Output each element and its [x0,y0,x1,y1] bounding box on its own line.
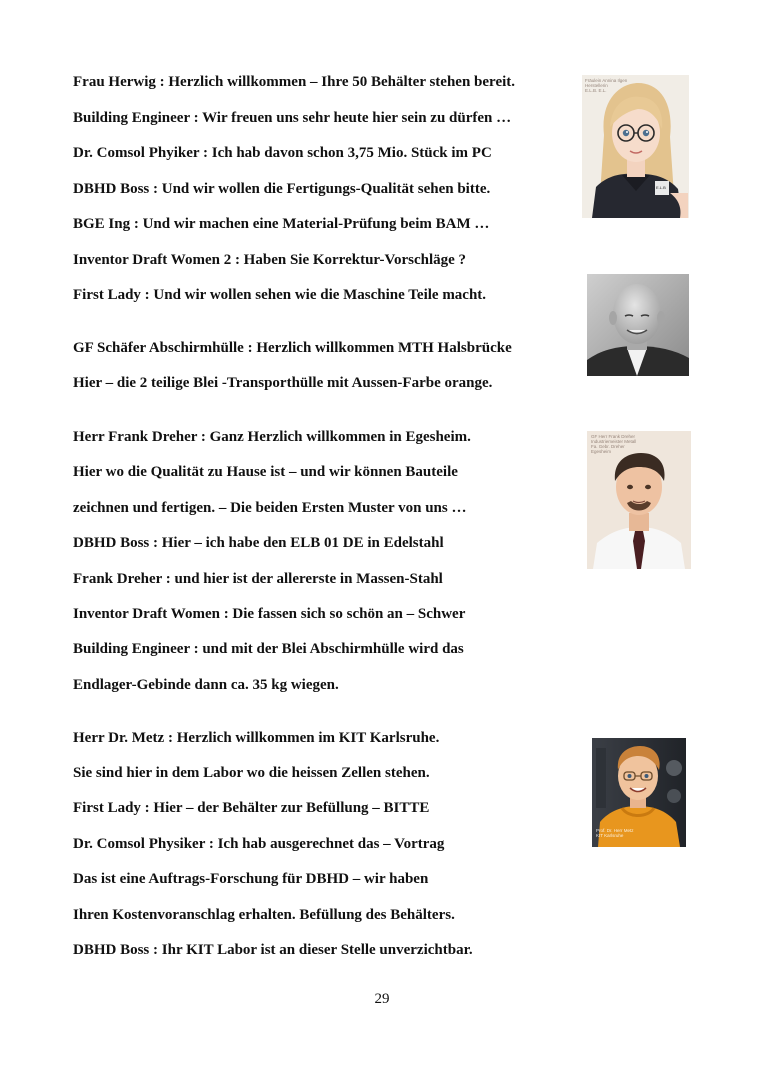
portrait-metz [592,738,686,847]
portrait-schaefer [587,274,689,376]
portrait-caption: Herstellerin [585,83,608,88]
portrait-caption: E.L.B. E.L. [585,88,607,93]
portrait-caption: Industriemeister Metall [591,439,637,444]
dialogue-line: Herr Frank Dreher : Ganz Herzlich willkommen in Egesheim. [73,429,471,445]
dialogue-line: zeichnen und fertigen. – Die beiden Ersten Muster von uns … [73,500,467,516]
dialogue-line: Building Engineer : Wir freuen uns sehr heute hier sein zu dürfen … [73,110,512,126]
dialogue-line: First Lady : Und wir wollen sehen wie die Maschine Teile macht. [73,287,487,303]
dialogue-line: Inventor Draft Women 2 : Haben Sie Korrektur-Vorschläge ? [73,252,467,268]
dialogue-line: BGE Ing : Und wir machen eine Material-Prüfung beim BAM … [73,216,490,232]
page-number: 29 [374,991,390,1007]
dialogue-line: GF Schäfer Abschirmhülle : Herzlich willkommen MTH Halsbrücke [73,340,512,356]
portrait-caption: GF Herr Frank Dreher [591,434,636,439]
portrait-caption: Fräulein Annina Ilgen [585,78,628,83]
dialogue-line: Building Engineer : und mit der Blei Abschirmhülle wird das [73,641,464,657]
portrait-caption: Prof. Dr. Herr Metz [596,828,634,833]
portrait-caption: KIT Karlsruhe [596,833,624,838]
dialogue-line: Herr Dr. Metz : Herzlich willkommen im KIT Karlsruhe. [73,730,440,746]
dialogue-line: Hier – die 2 teilige Blei -Transporthülle mit Aussen-Farbe orange. [73,375,493,391]
portrait-caption: Egesheim [591,449,612,454]
dialogue-line: Ihren Kostenvoranschlag erhalten. Befüllung des Behälters. [73,907,455,923]
dialogue-line: Sie sind hier in dem Labor wo die heissen Zellen stehen. [73,765,430,781]
dialogue-line: First Lady : Hier – der Behälter zur Befüllung – BITTE [73,800,430,816]
dialogue-line: DBHD Boss : Und wir wollen die Fertigungs-Qualität sehen bitte. [73,181,491,197]
dialogue-line: Dr. Comsol Phyiker : Ich hab davon schon 3,75 Mio. Stück im PC [73,145,492,161]
portrait-caption: Fa. Gebr. Dreher [591,444,625,449]
dialogue-line: Hier wo die Qualität zu Hause ist – und wir können Bauteile [73,464,458,480]
dialogue-line: DBHD Boss : Ihr KIT Labor ist an dieser Stelle unverzichtbar. [73,942,473,958]
dialogue-line: Frau Herwig : Herzlich willkommen – Ihre 50 Behälter stehen bereit. [73,74,516,90]
dialogue-line: Frank Dreher : und hier ist der allererste in Massen-Stahl [73,571,443,587]
shirt-badge-text: E.L.B [656,185,666,190]
dialogue-line: Inventor Draft Women : Die fassen sich so schön an – Schwer [73,606,466,622]
dialogue-line: DBHD Boss : Hier – ich habe den ELB 01 DE in Edelstahl [73,535,444,551]
dialogue-line: Das ist eine Auftrags-Forschung für DBHD – wir haben [73,871,429,887]
dialogue-line: Endlager-Gebinde dann ca. 35 kg wiegen. [73,677,339,693]
portrait-dreher [587,431,691,569]
dialogue-line: Dr. Comsol Physiker : Ich hab ausgerechnet das – Vortrag [73,836,445,852]
portrait-herwig [582,75,689,218]
